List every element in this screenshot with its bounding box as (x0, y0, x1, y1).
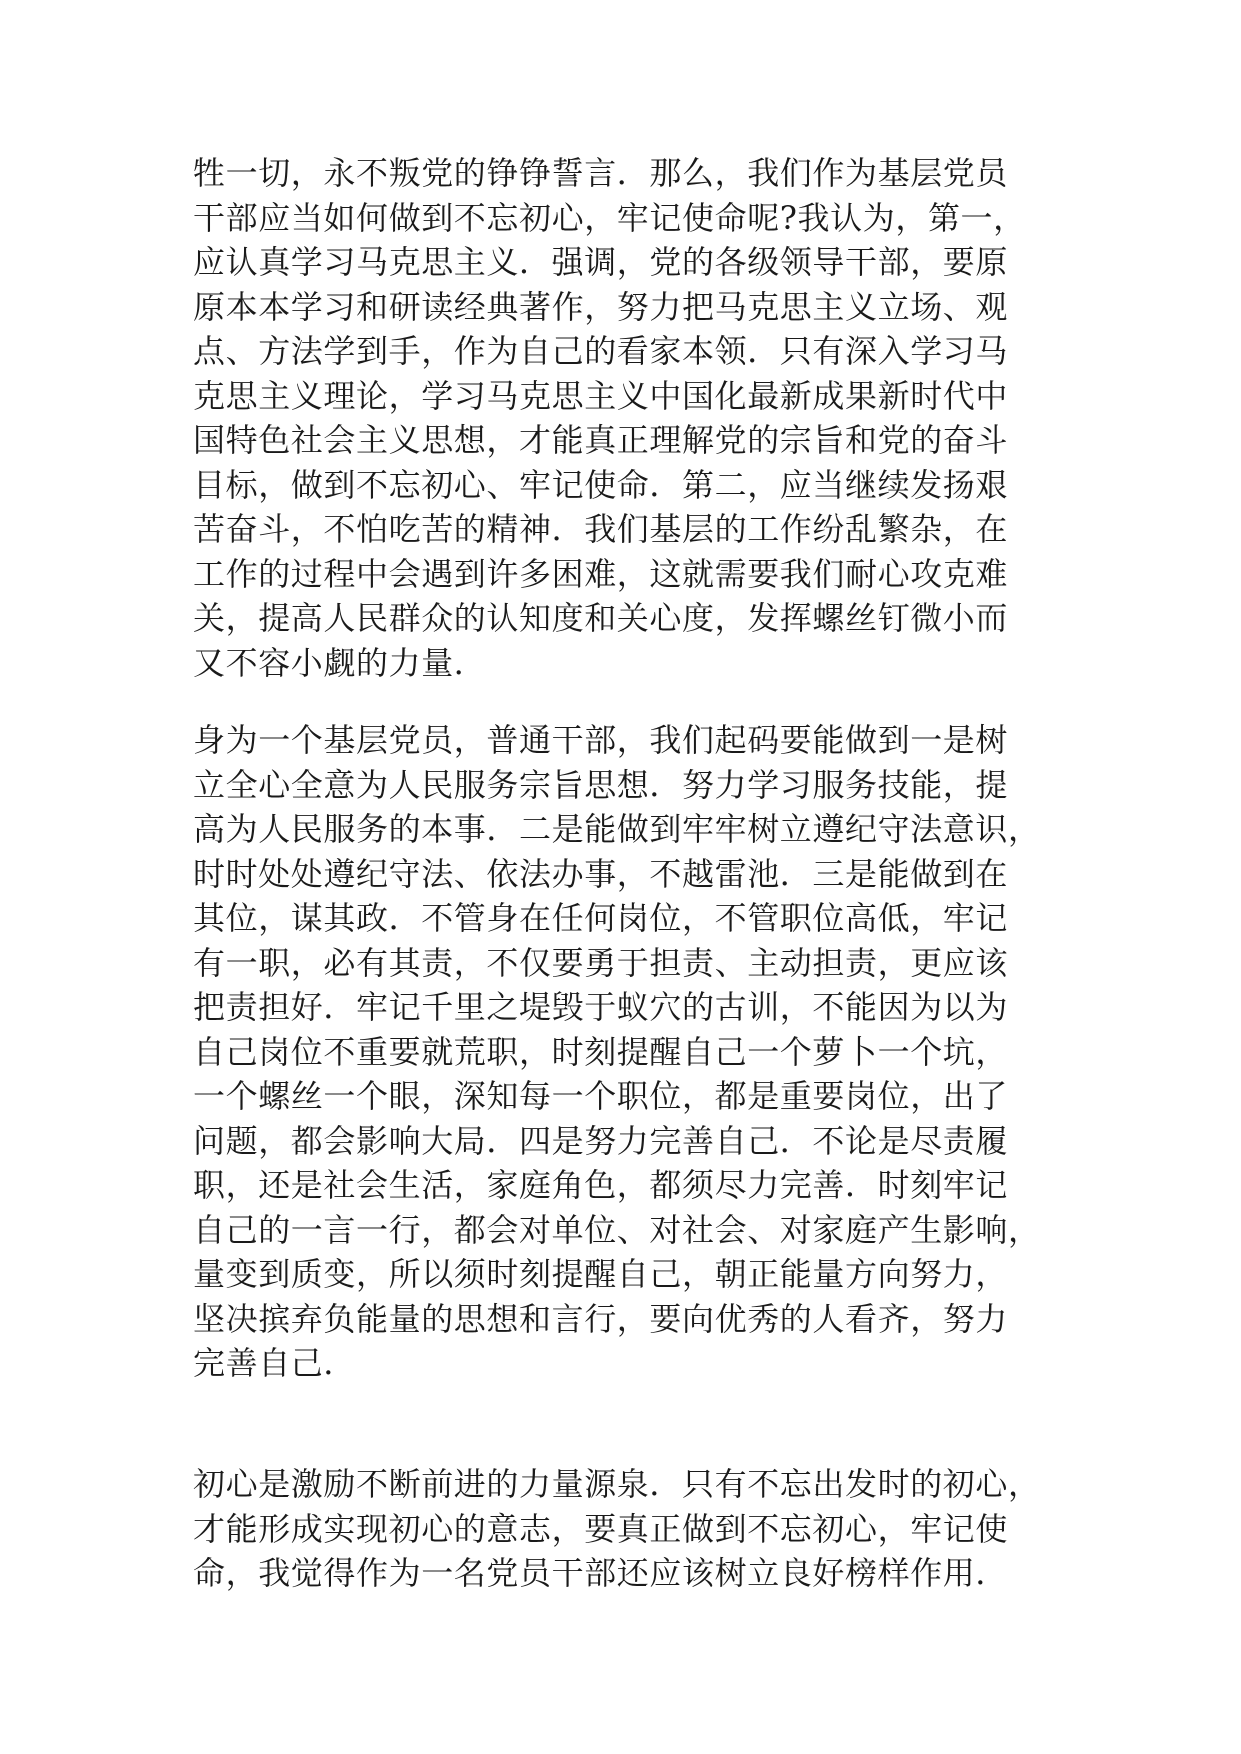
text-line: 苦奋斗，不怕吃苦的精神．我们基层的工作纷乱繁杂，在 (193, 510, 1009, 548)
text-line: 关，提高人民群众的认知度和关心度，发挥螺丝钉微小而 (193, 599, 1009, 637)
text-line: 才能形成实现初心的意志，要真正做到不忘初心，牢记使 (193, 1509, 1009, 1548)
text-line: 身为一个基层党员，普通干部，我们起码要能做到一是树 (193, 721, 1009, 759)
text-line: 点、方法学到手，作为自己的看家本领．只有深入学习马 (193, 332, 1009, 370)
text-line: 立全心全意为人民服务宗旨思想．努力学习服务技能，提 (193, 765, 1009, 804)
text-line: 自己的一言一行，都会对单位、对社会、对家庭产生影响， (193, 1210, 1041, 1249)
paragraph-3 (193, 1462, 1073, 1596)
text-line: 有一职，必有其责，不仅要勇于担责、主动担责，更应该 (193, 943, 1009, 982)
text-line: 自己岗位不重要就荒职，时刻提醒自己一个萝卜一个坑， (193, 1032, 1009, 1071)
text-line: 一个螺丝一个眼，深知每一个职位，都是重要岗位，出了 (193, 1077, 1009, 1115)
text-line: 应认真学习马克思主义．强调，党的各级领导干部，要原 (193, 243, 1009, 281)
text-line: 又不容小觑的力量． (193, 643, 487, 682)
text-line: 国特色社会主义思想，才能真正理解党的宗旨和党的奋斗 (193, 421, 1009, 459)
text-line: 高为人民服务的本事．二是能做到牢牢树立遵纪守法意识， (193, 810, 1041, 848)
text-line: 牲一切，永不叛党的铮铮誓言．那么，我们作为基层党员 (193, 154, 1009, 192)
text-line: 完善自己． (193, 1344, 357, 1382)
text-line: 工作的过程中会遇到许多困难，这就需要我们耐心攻克难 (193, 554, 1009, 593)
paragraph-2 (193, 718, 1073, 1386)
text-line: 目标，做到不忘初心、牢记使命．第二，应当继续发扬艰 (193, 465, 1009, 504)
text-line: 量变到质变，所以须时刻提醒自己，朝正能量方向努力， (193, 1255, 1009, 1293)
paragraph-1 (193, 151, 1073, 685)
text-line: 时时处处遵纪守法、依法办事，不越雷池．三是能做到在 (193, 854, 1009, 893)
text-line: 原本本学习和研读经典著作，努力把马克思主义立场、观 (193, 287, 1009, 326)
text-line: 职，还是社会生活，家庭角色，都须尽力完善．时刻牢记 (193, 1166, 1009, 1204)
text-line: 其位，谋其政．不管身在任何岗位，不管职位高低，牢记 (193, 899, 1009, 937)
text-line: 干部应当如何做到不忘初心，牢记使命呢?我认为，第一， (193, 198, 1026, 237)
text-line: 问题，都会影响大局．四是努力完善自己．不论是尽责履 (193, 1121, 1009, 1160)
text-line: 克思主义理论，学习马克思主义中国化最新成果新时代中 (193, 376, 1009, 415)
text-line: 坚决摈弃负能量的思想和言行，要向优秀的人看齐，努力 (193, 1299, 1009, 1338)
text-line: 初心是激励不断前进的力量源泉．只有不忘出发时的初心， (193, 1465, 1041, 1503)
text-line: 命，我觉得作为一名党员干部还应该树立良好榜样作用． (193, 1554, 1009, 1592)
text-line: 把责担好．牢记千里之堤毁于蚁穴的古训，不能因为以为 (193, 988, 1009, 1026)
